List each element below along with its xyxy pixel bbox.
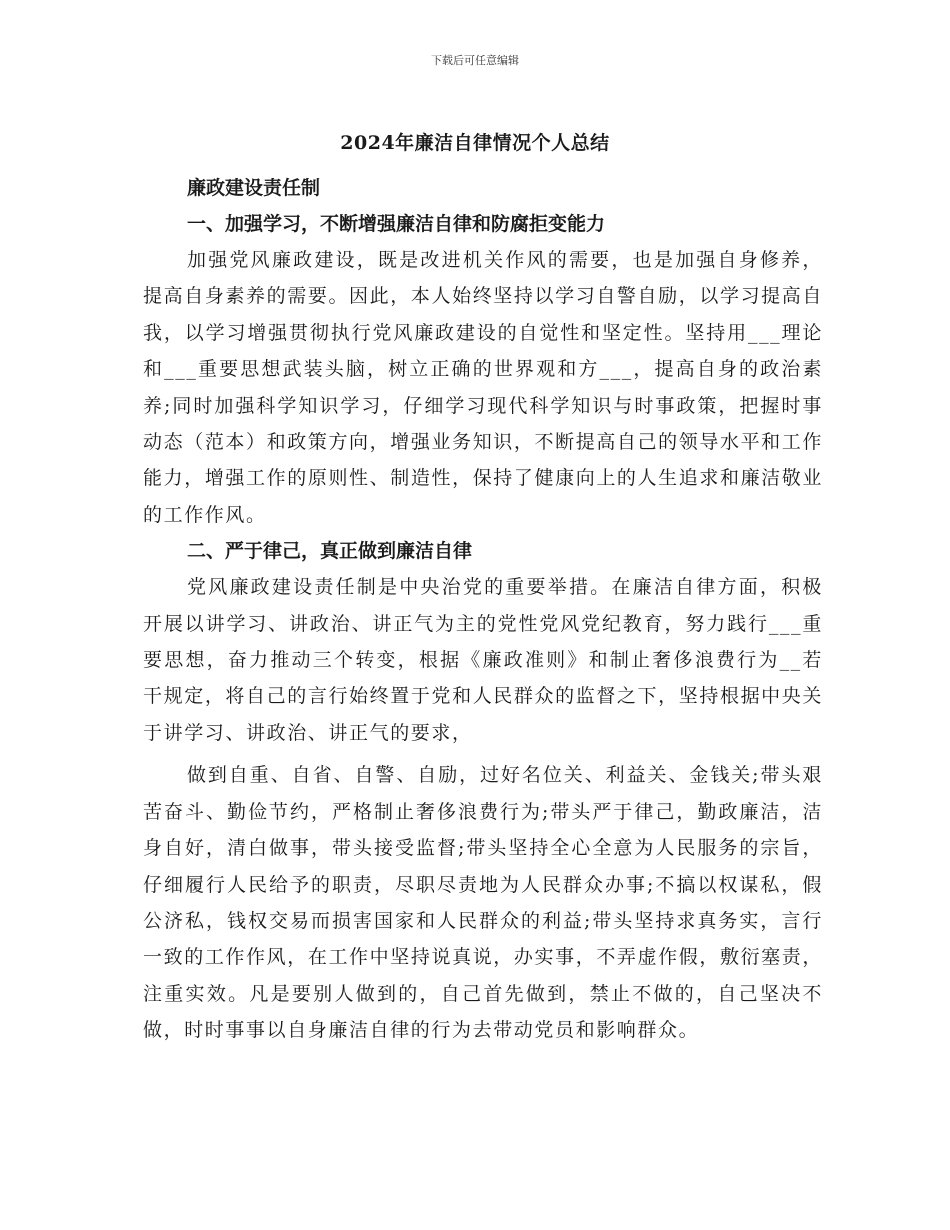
section-heading-responsibility: 廉政建设责任制 <box>187 177 321 199</box>
document-title: 2024年廉洁自律情况个人总结 <box>340 132 610 154</box>
paragraph-study: 加强党风廉政建设，既是改进机关作风的需要，也是加强自身修养，提高自身素养的需要。因此，本人始终坚持以学习自警自励，以学习提高自我，以学习增强贯彻执行党风廉政建设的自觉性和坚定性。坚持用___理论和___重要思想武装头脑，树立正确的世界观和方___，提高自身的政治素养;同时加强科学知识学习，仔细学习现代科学知识与时事政策，把握时事动态（范本）和政策方向，增强业务知识，不断提高自己的领导水平和工作能力，增强工作的原则性、制造性，保持了健康向上的人生追求和廉洁敬业的工作作风。 <box>143 249 823 526</box>
document-body <box>143 170 823 1049</box>
paragraph-responsibility-system: 党风廉政建设责任制是中央治党的重要举措。在廉洁自律方面，积极开展以讲学习、讲政治、讲正气为主的党性党风党纪教育，努力践行___重要思想，奋力推动三个转变，根据《廉政准则》和制止奢侈浪费行为__若干规定，将自己的言行始终置于党和人民群众的监督之下，坚持根据中央关于讲学习、讲政治、讲正气的要求， <box>143 576 823 744</box>
page-header-note: 下载后可任意编辑 <box>431 54 519 67</box>
section-heading-study: 一、加强学习，不断增强廉洁自律和防腐拒变能力 <box>187 213 606 235</box>
paragraph-conduct: 做到自重、自省、自警、自励，过好名位关、利益关、金钱关;带头艰苦奋斗、勤俭节约，严格制止奢侈浪费行为;带头严于律己，勤政廉洁，洁身自好，清白做事，带头接受监督;带头坚持全心全意为人民服务的宗旨，仔细履行人民给予的职责，尽职尽责地为人民群众办事;不搞以权谋私，假公济私，钱权交易而损害国家和人民群众的利益;带头坚持求真务实，言行一致的工作作风，在工作中坚持说真说，办实事，不弄虚作假，敷衍塞责，注重实效。凡是要别人做到的，自己首先做到，禁止不做的，自己坚决不做，时时事事以自身廉洁自律的行为去带动党员和影响群众。 <box>143 764 823 1042</box>
section-heading-self-discipline: 二、严于律己，真正做到廉洁自律 <box>187 540 473 563</box>
